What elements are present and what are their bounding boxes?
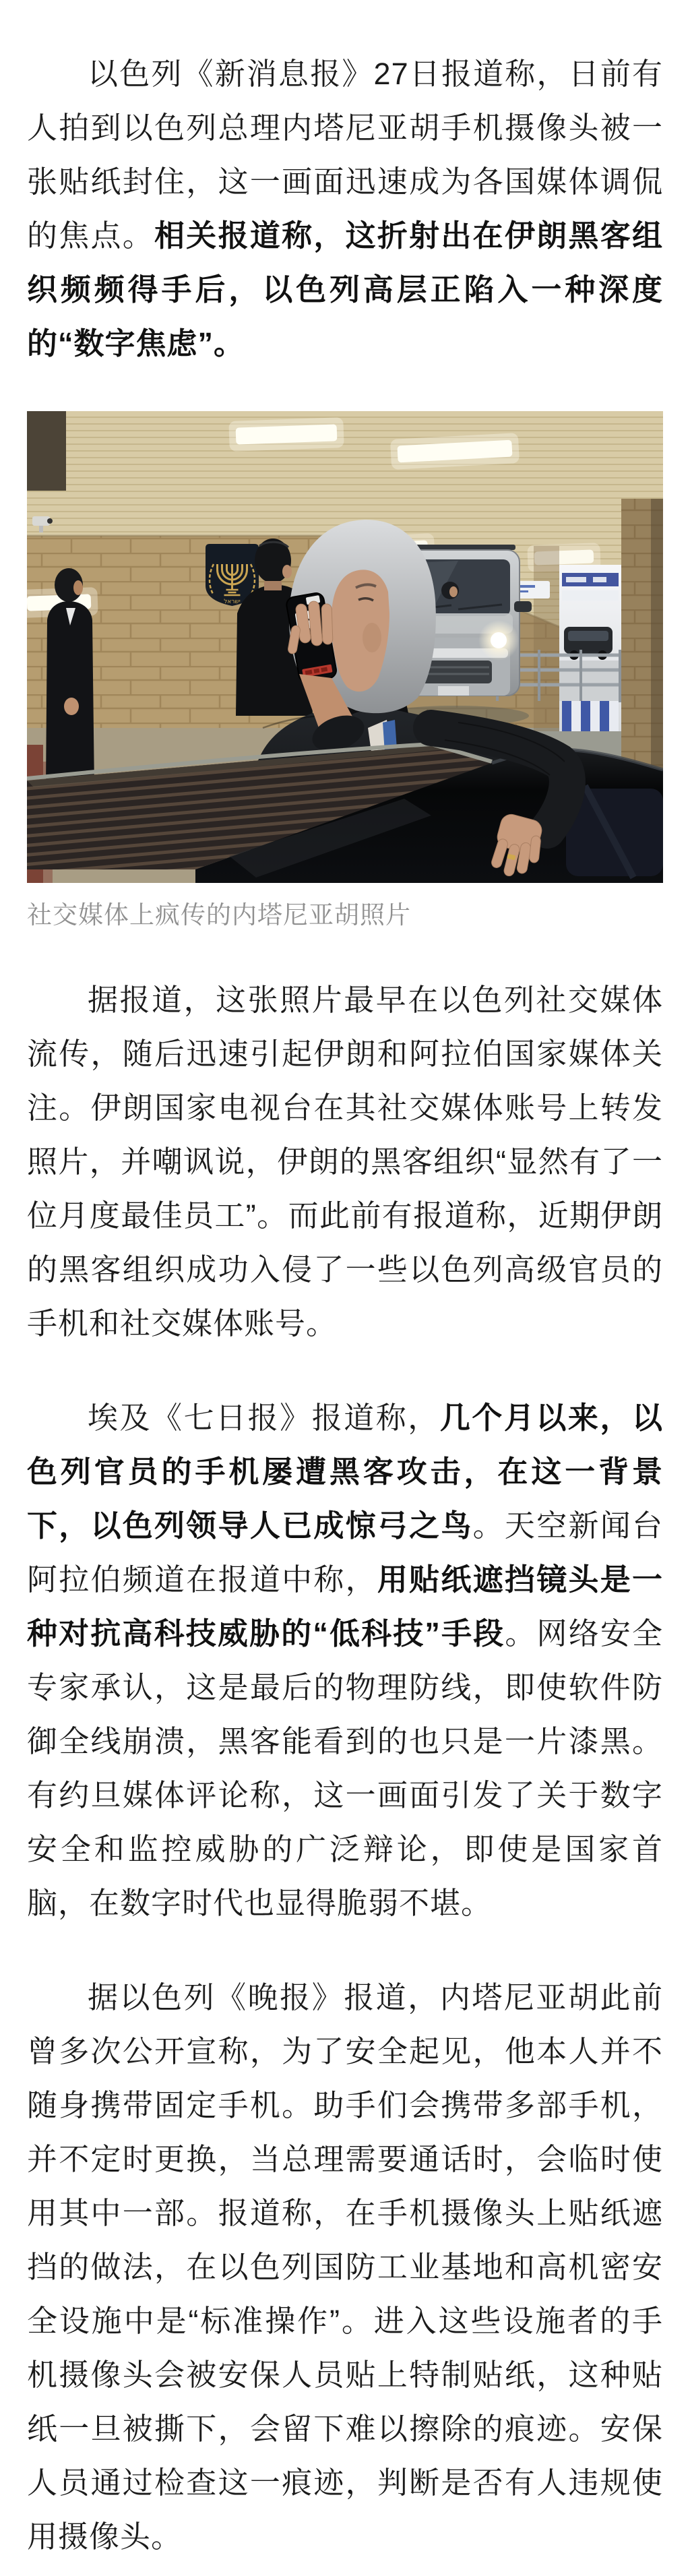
- paragraph: [27, 973, 663, 1351]
- body-text: 以色列《新消息报》27日报道称，日前有人拍到以色列总理内塔尼亚胡手机摄像头被一张贴纸封住，这一画面迅速成为各国媒体调侃的焦点。: [27, 57, 663, 253]
- paragraph: [27, 47, 663, 371]
- emphasis-text: 几个月以来，以色列官员的手机屡遭黑客攻击，在这一背景下，以色列领导人已成惊弓之鸟: [27, 1401, 663, 1543]
- photo-caption: 社交媒体上疯传的内塔尼亚胡照片: [27, 901, 411, 929]
- svg-text:ישראל: ישראל: [224, 599, 241, 605]
- dark-recess: [27, 411, 66, 491]
- emphasis-text: 用贴纸遮挡镜头是一种对抗高科技威胁的“低科技”手段: [27, 1562, 663, 1651]
- license-plate: [438, 686, 469, 696]
- article-body: [27, 973, 663, 2564]
- paragraph: [27, 1391, 663, 1930]
- body-text: 据报道，这张照片最早在以色列社交媒体流传，随后迅速引起伊朗和阿拉伯国家媒体关注。伊朗国家电视台在其社交媒体账号上转发照片，并嘲讽说，伊朗的黑客组织“显然有了一位月度最佳员工”。而此前有报道称，近期伊朗的黑客组织成功入侵了一些以色列高级官员的手机和社交媒体账号。: [27, 983, 663, 1341]
- photo-figure: [27, 411, 663, 933]
- body-text: 。天空新闻台阿拉伯频道在报道中称，: [27, 1508, 663, 1597]
- article-lead: [27, 47, 663, 371]
- body-text: 埃及《七日报》报道称，: [88, 1401, 440, 1435]
- netanyahu-photo[interactable]: [27, 411, 663, 883]
- striped-barrier: [562, 701, 619, 731]
- side-mirror: [514, 601, 532, 612]
- paragraph: [27, 1971, 663, 2564]
- body-text: 。网络安全专家承认，这是最后的物理防线，即使软件防御全线崩溃，黑客能看到的也只是一片漆黑。有约旦媒体评论称，这一画面引发了关于数字安全和监控威胁的广泛辩论，即使是国家首脑，在数字时代也显得脆弱不堪。: [27, 1616, 663, 1920]
- emphasis-text: 相关报道称，这折射出在伊朗黑客组织频频得手后，以色列高层正陷入一种深度的“数字焦虑”。: [27, 218, 663, 361]
- body-text: 据以色列《晚报》报道，内塔尼亚胡此前曾多次公开宣称，为了安全起见，他本人并不随身携带固定手机。助手们会携带多部手机，并不定时更换，当总理需要通话时，会临时使用其中一部。报道称，在手机摄像头上贴纸遮挡的做法，在以色列国防工业基地和高机密安全设施中是“标准操作”。进入这些设施者的手机摄像头会被安保人员贴上特制贴纸，这种贴纸一旦被撕下，会留下难以擦除的痕迹。安保人员通过检查这一痕迹，判断是否有人违规使用摄像头。: [27, 1980, 663, 2554]
